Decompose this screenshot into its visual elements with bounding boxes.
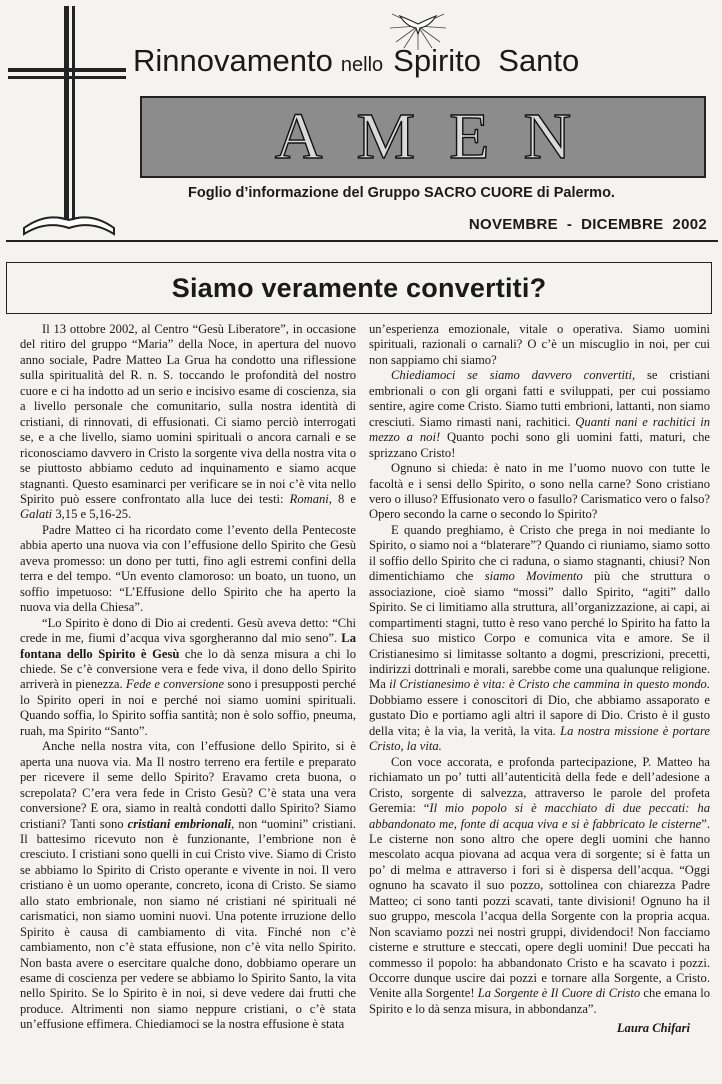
text-run: Galati: [20, 507, 53, 522]
article-paragraph: [369, 322, 710, 368]
masthead-title: [133, 42, 703, 84]
article-paragraph: [20, 739, 356, 1033]
text-run: Il 13 ottobre 2002, al Centro “Gesù Liberatore”, in occasione del ritiro del gruppo “Maria” della Noce, in apertura del nuovo anno sociale, Padre Matteo La Grua ha condotto una riflessione sulla spiritualità del R. n. S. toccando le profondità del nostro cuore e ci ha indotto ad un serio e incisivo esame di coscienza, sia a livello personale che comunitario, sulla nostra identità di cristiani, di rinnovati, di effusionati. Ci siamo perciò interrogati se, e a che livello, siamo uomini spirituali o ancora carnali e se riconosciamo davvero in Cristo la sorgente viva della nostra vita o se piuttosto abbiamo ceduto ad inquinamento e siamo acque stagnanti. Questo esaminarci per verificare se in noi c’è vita nello Spirito può essere confrontato alla luce dei testi:: [20, 322, 356, 506]
text-run: E quando preghiamo, è Cristo che prega in noi mediante lo Spirito, o siamo noi a “blaterare”? Quando ci riuniamo, siamo sotto il soffio dello Spirito che ci raduna, o siamo stagnanti, chiusi? Non dimentichiamo che: [369, 522, 710, 584]
amen-banner: [140, 96, 706, 178]
text-run: 3,15 e 5,16-25.: [52, 507, 132, 522]
text-run: Romani,: [289, 491, 332, 506]
article-paragraph: [20, 523, 356, 616]
cross-with-book-icon: [8, 6, 128, 236]
masthead-word-rinnovamento: Rinnovamento: [133, 43, 333, 78]
text-run: Anche nella nostra vita, con l’effusione dello Spirito, si è aperta una nuova via. Ma Il nostro terreno era fertile e preparato per ricevere il seme dello Spirito? Eravamo creta buona, o screpolata? C’era vera fede in Cristo Gesù? C’è stata una vera conversione? E ora, siamo in realtà condotti dallo Spirito? Siamo cristiani? Tanti sono: [20, 739, 356, 831]
masthead-word-nello: nello: [340, 54, 384, 76]
text-run: se cristiani embrionali o con gli organi fatti e sviluppati, per cui possiamo sentire, agire come Cristo. Siamo tutti embrioni, lattanti, non siamo cresciuti. Siamo rimasti nani, rachitici.: [369, 368, 710, 429]
article-paragraph: [369, 755, 710, 1018]
text-run: ”. Le cisterne non sono altro che opere degli uomini che hanno mescolato acqua piovana ad acqua vera di sorgente; si è fatta un po’ di melma e attraverso i fori si è dispersa dell’acqua. “Oggi ognuno ha scavato il suo pozzo, sottolinea con chiarezza Padre Matteo; ci sono tanti pozzi scavati, tante divisioni! Ognuno ha il suo gruppo, mescola l’acqua della Sorgente con la propria acqua. Non scaviamo pozzi nei nostri gruppi, dividendoci! Non facciamo cisterne e strutture e steccati, opere degli uomini! Due peccati ha commesso il popolo: ha abbandonato Cristo e ha scavato i pozzi. Occorre dunque uscire dai pozzi e tornare alla Sorgente, a Cristo. Venite alla Sorgente!: [369, 816, 710, 1001]
text-run: Dobbiamo essere i conoscitori di Dio, che abbiamo assaporato e gustato Dio e portiamo agli altri il sapore di Dio. Cristo è il gusto della vita; è la via, la verità, la vita.: [369, 692, 710, 738]
article-title-box: [6, 262, 712, 314]
text-run: un’esperienza emozionale, vitale o operativa. Siamo uomini spirituali, razionali o carnali? O c’è un miscuglio in noi, per cui non sappiamo chi siamo?: [369, 322, 710, 367]
amen-logo-text: AMEN: [274, 100, 606, 173]
masthead-subtitle: Foglio d’informazione del Gruppo SACRO CUORE di Palermo.: [188, 185, 615, 201]
article-author: Laura Chifari: [616, 1021, 690, 1036]
text-run: Padre Matteo ci ha ricordato come l’evento della Pentecoste abbia aperto una nuova via con l’effusione dello Spirito che Gesù aveva promesso: un dono per tutti, fino agli estremi confini della terra e del tempo. “Un evento clamoroso: un boato, un tuono, un soffio impetuoso: “L’Effusione dello Spirito che ha aperto la nuova via della Chiesa”.: [20, 522, 356, 615]
masthead-word-spirito-santo: Spirito Santo: [393, 43, 580, 78]
text-run: Chiediamoci se siamo davvero convertiti,: [391, 368, 636, 383]
article-paragraph: [369, 461, 710, 523]
text-run: cristiani embrionali: [127, 816, 232, 831]
text-run: 8 e: [331, 491, 356, 506]
issue-date: NOVEMBRE - DICEMBRE 2002: [468, 216, 707, 233]
text-run: che lo dà senza misura a chi lo chiede. Se c’è conversione vera e fede viva, il dono dello Spirito arriverà in pienezza.: [20, 646, 356, 692]
text-run: Il mio popolo si è macchiato di due peccati: ha abbandonato me, fonte di acqua viva e si è fabbricato le cisterne: [369, 801, 710, 831]
article-paragraph: [20, 616, 356, 740]
article-paragraph: [369, 523, 710, 755]
article-column-right: [369, 322, 710, 1037]
text-run: La fontana dello Spirito è Gesù: [20, 631, 356, 661]
header-divider: [6, 240, 718, 242]
text-run: il Cristianesimo è vita: è Cristo che cammina in questo mondo.: [389, 677, 710, 692]
text-run: sono i presupposti perché lo Spirito operi in noi e perché noi siamo uomini spirituali. Quando soffia, lo Spirito soffia santità; non è solo soffio, pneuma, ruah, ma Spirito “Santo”.: [20, 677, 357, 738]
text-run: Quanto pochi sono gli uomini fatti, maturi, che sprizzano Cristo!: [369, 430, 710, 460]
text-run: che emana lo Spirito e lo dà senza misura, in abbondanza”.: [369, 986, 710, 1016]
article-paragraph: [20, 322, 356, 523]
text-run: siamo Movimento: [484, 569, 583, 584]
text-run: , non “uomini” cristiani. Il battesimo ricevuto non è funzionante, l’embrione non è cresciuto. I cristiani sono quelli in cui Cristo vive. Siamo di Cristo se abbiamo lo Spirito di Cristo operante e vivente in noi. Il vero cristiano è un uomo operante, concreto, icona di Cristo. Se siamo allo stato embrionale, non siamo né cristiani né spirituali né carismatici, non siamo uomini nuovi. Una potente irruzione dello Spirito è causa di cambiamento di vita. Finché non c’è cambiamento, non c’è stata effusione, non c’è vita nello Spirito. Non basta avere o esercitare qualche dono, dobbiamo operare un esame di coscienza per vedere se abbiamo lo Spirito Santo, la vita nello Spirito. Se lo Spirito è in noi, si deve vedere dai frutti che produce. Altrimenti non siamo neppure cristiani, o c’è stata un’effusione effimera. Chiediamoci se la nostra effusione è stata: [20, 816, 356, 1032]
text-run: “Lo Spirito è dono di Dio ai credenti. Gesù aveva detto: “Chi crede in me, fiumi d’acqua viva sgorgheranno dal mio seno”.: [20, 615, 356, 646]
text-run: Quanti nani e rachitici in mezzo a noi!: [369, 414, 710, 445]
text-run: La Sorgente è Il Cuore di Cristo: [477, 986, 641, 1001]
text-run: Ognuno si chieda: è nato in me l’uomo nuovo con tutte le facoltà e i sensi dello Spirito, o sono nella carne? Sono cristiano vero o illuso? Effusionato vero o fasullo? Carismatico vero o falso? Opero secondo la carne o secondo lo Spirito?: [369, 461, 710, 522]
text-run: Fede e conversione: [125, 677, 225, 692]
article-column-left: [20, 322, 356, 1033]
text-run: La nostra missione è portare Cristo, la vita.: [369, 723, 710, 754]
article-title: Siamo veramente convertiti?: [171, 272, 547, 303]
article-paragraph: [369, 368, 710, 461]
text-run: più che struttura o associazione, cioè siamo “mossi” dallo Spirito, “agiti” dallo Spirito. Se ci limitiamo alla struttura, all’organizzazione, ai capi, ai compartimenti stagni, tutto è reso vano perché lo Spirito ha fatto la Chiesa suo mistico Corpo e comunica vita e amore. Se il Cristianesimo si limitasse soltanto a dogmi, prescrizioni, precetti, indirizzi dottrinali e morali, sarebbe come una qualunque religione. Ma: [369, 569, 710, 692]
text-run: Con voce accorata, e profonda partecipazione, P. Matteo ha richiamato un po’ tutti all’autenticità della fede e dell’adesione a Cristo, sorgente di salvezza, attraverso le parole del profeta Geremia: “: [369, 754, 710, 816]
